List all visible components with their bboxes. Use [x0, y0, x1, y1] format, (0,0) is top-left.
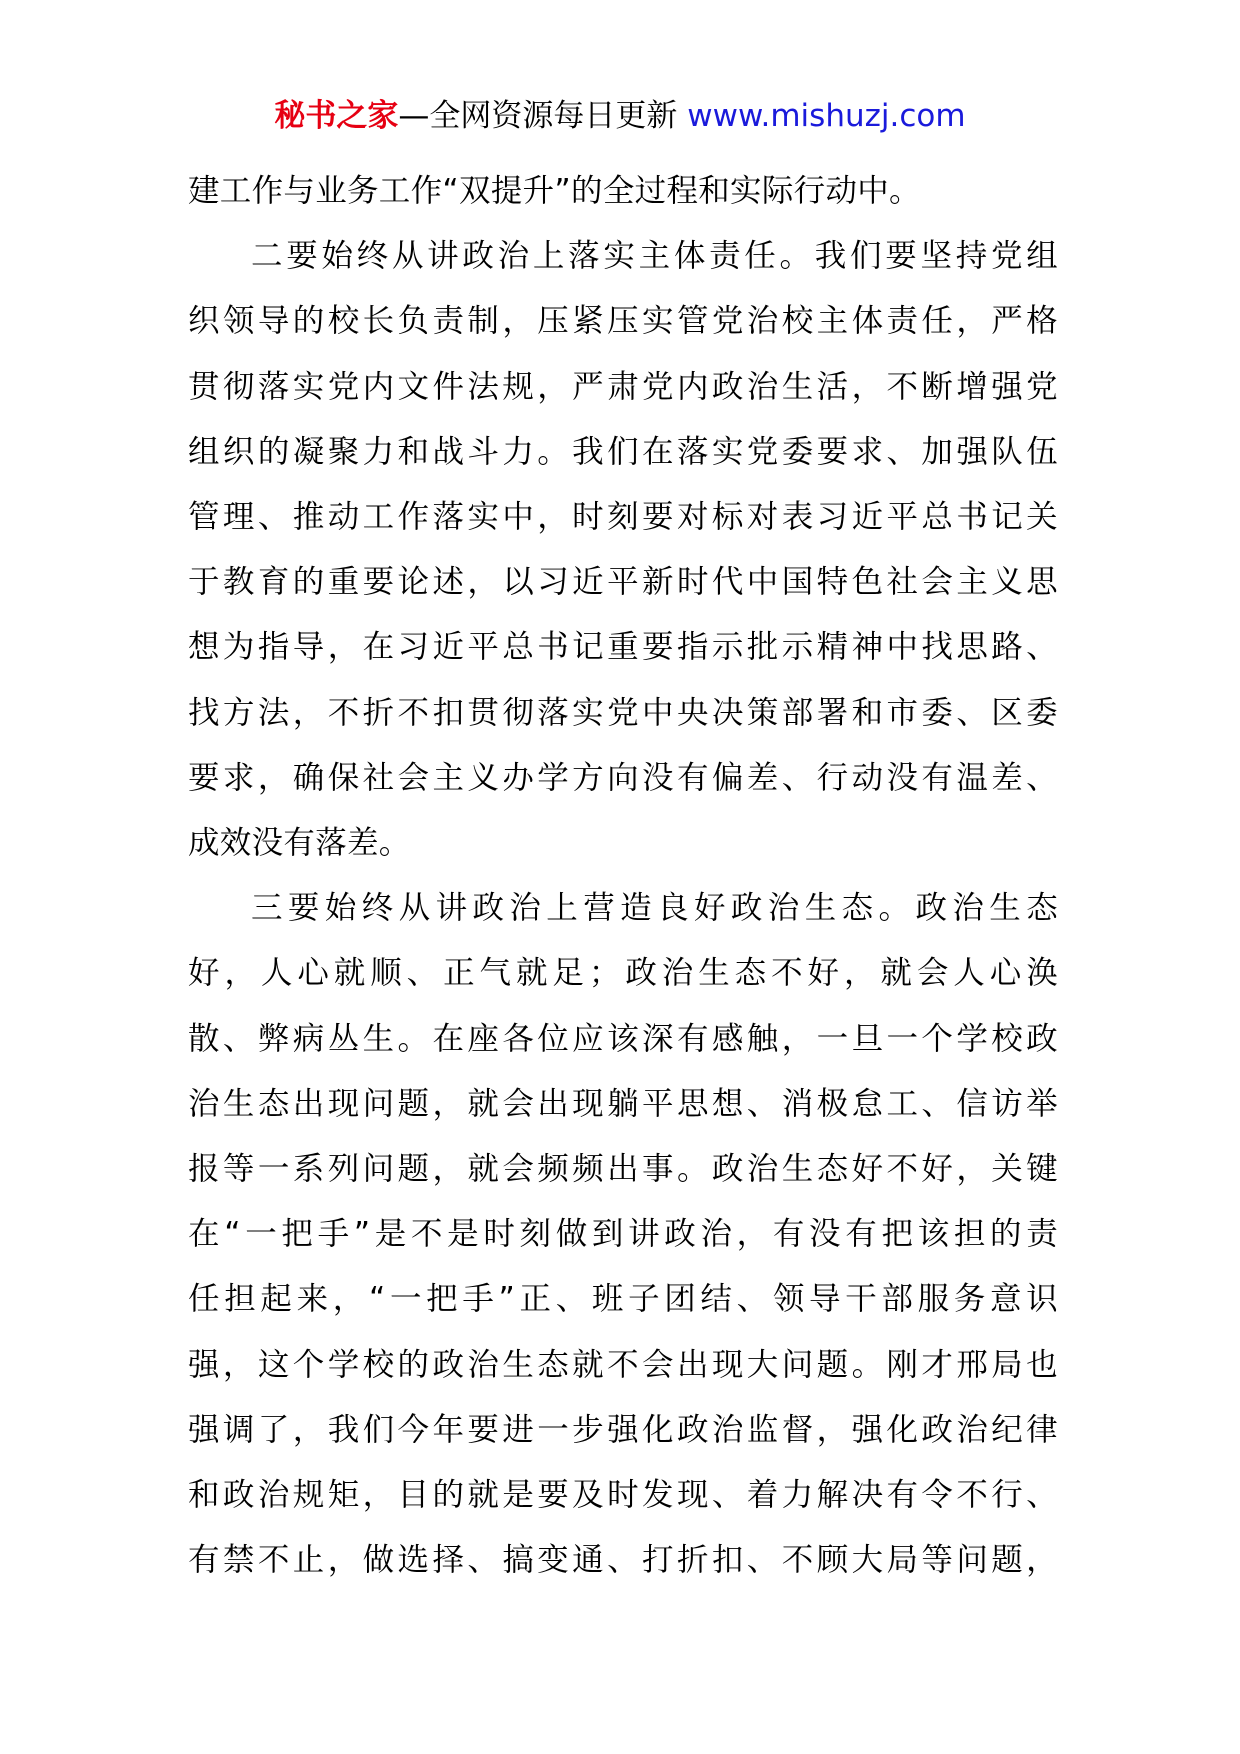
text-line: 强调了，我们今年要进一步强化政治监督，强化政治纪律: [188, 1411, 1058, 1448]
paragraph-1: [188, 159, 1058, 224]
text-line: 散、弊病丛生。在座各位应该深有感触，一旦一个学校政: [188, 1020, 1058, 1057]
text-line: 于教育的重要论述，以习近平新时代中国特色社会主义思: [188, 564, 1058, 601]
text-line: 二要始终从讲政治上落实主体责任。我们要坚持党组: [251, 238, 1058, 275]
text-line: 强，这个学校的政治生态就不会出现大问题。刚才邢局也: [188, 1346, 1058, 1383]
paragraph-3: [188, 876, 1058, 1593]
text-line: 治生态出现问题，就会出现躺平思想、消极怠工、信访举: [188, 1085, 1058, 1122]
text-line: 成效没有落差。: [188, 825, 411, 862]
text-line: 三要始终从讲政治上营造良好政治生态。政治生态: [251, 890, 1058, 927]
text-line: 管理、推动工作落实中，时刻要对标对表习近平总书记关: [188, 499, 1058, 536]
brand-name: 秘书之家: [274, 98, 399, 134]
text-line: 想为指导，在习近平总书记重要指示批示精神中找思路、: [188, 629, 1058, 666]
paragraph-2: [188, 224, 1058, 876]
text-line: 在“一把手”是不是时刻做到讲政治，有没有把该担的责: [188, 1216, 1058, 1253]
text-line: 建工作与业务工作“双提升”的全过程和实际行动中。: [188, 173, 921, 209]
document-body: [188, 159, 1058, 1593]
text-line: 好，人心就顺、正气就足；政治生态不好，就会人心涣: [188, 955, 1058, 992]
text-line: 组织的凝聚力和战斗力。我们在落实党委要求、加强队伍: [188, 433, 1058, 470]
text-line: 报等一系列问题，就会频频出事。政治生态好不好，关键: [188, 1151, 1058, 1188]
text-line: 和政治规矩，目的就是要及时发现、着力解决有令不行、: [188, 1477, 1058, 1514]
header-slogan: —全网资源每日更新: [398, 98, 678, 134]
site-url-link[interactable]: www.mishuzj.com: [687, 98, 966, 134]
text-line: 织领导的校长负责制，压紧压实管党治校主体责任，严格: [188, 303, 1058, 340]
text-line: 要求，确保社会主义办学方向没有偏差、行动没有温差、: [188, 759, 1058, 796]
text-line: 找方法，不折不扣贯彻落实党中央决策部署和市委、区委: [188, 694, 1058, 731]
site-header: [0, 96, 1240, 136]
text-line: 有禁不止，做选择、搞变通、打折扣、不顾大局等问题，: [188, 1542, 1058, 1579]
text-line: 贯彻落实党内文件法规，严肃党内政治生活，不断增强党: [188, 368, 1058, 405]
text-line: 任担起来，“一把手”正、班子团结、领导干部服务意识: [188, 1281, 1058, 1318]
